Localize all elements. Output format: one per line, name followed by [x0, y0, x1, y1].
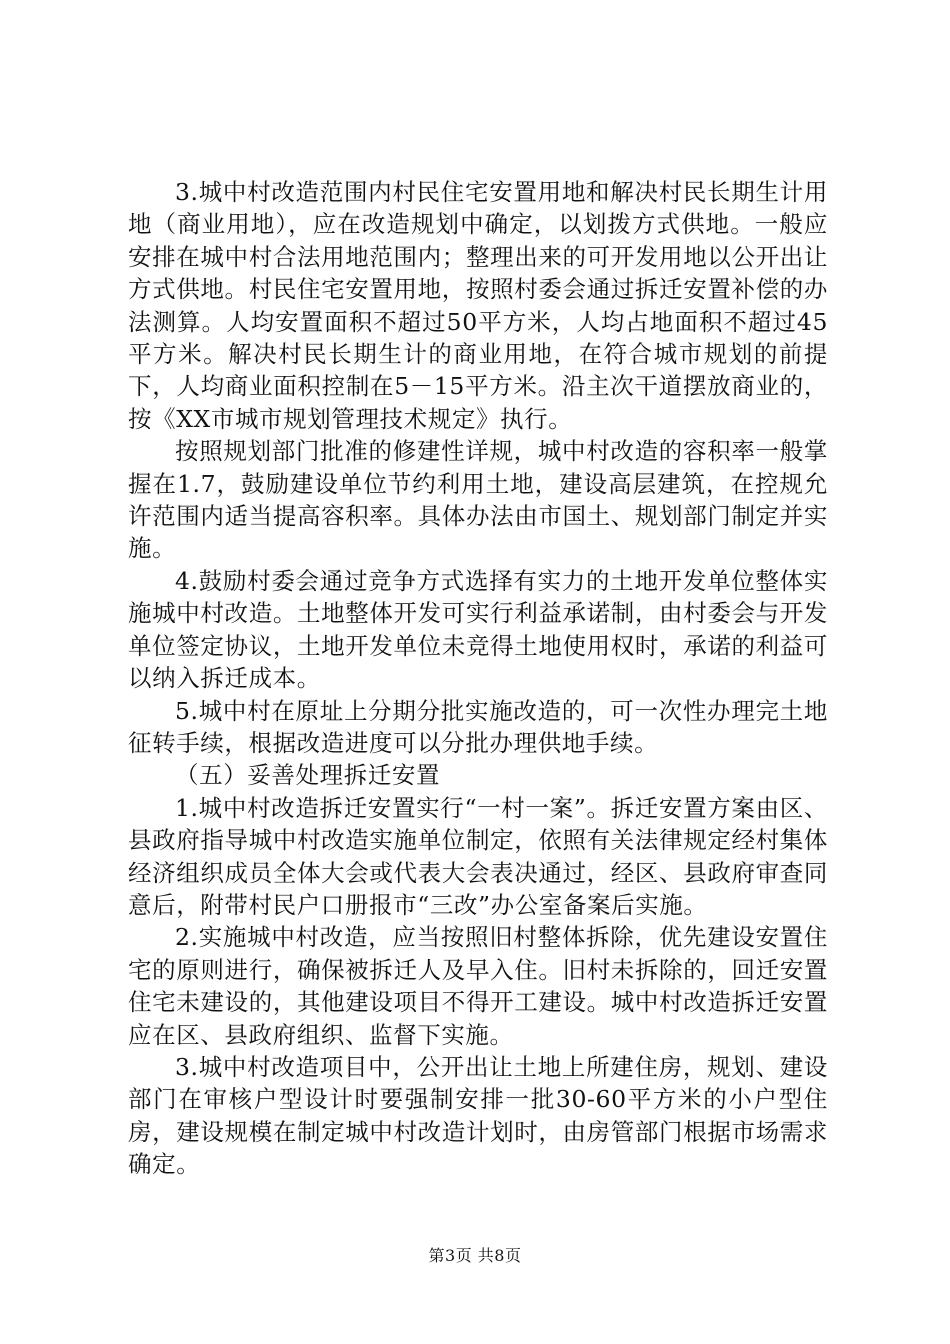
paragraph-land-use: 3.城中村改造范围内村民住宅安置用地和解决村民长期生计用地（商业用地），应在改造规划中确定，以划拨方式供地。一般应安排在城中村合法用地范围内；整理出来的可开发用地以公开出让方式供地。村民住宅安置用地，按照村委会通过拆迁安置补偿的办法测算。人均安置面积不超过50平方米，人均占地面积不超过45平方米。解决村民长期生计的商业用地，在符合城市规划的前提下，人均商业面积控制在5－15平方米。沿主次干道摆放商业的，按《XX市城市规划管理技术规定》执行。 — [128, 178, 828, 433]
document-body — [128, 176, 828, 1181]
paragraph-small-unit-housing: 3.城中村改造项目中，公开出让土地上所建住房，规划、建设部门在审核户型设计时要强制安排一批30-60平方米的小户型住房，建设规模在制定城中村改造计划时，由房管部门根据市场需求确定。 — [128, 1052, 828, 1179]
paragraph-phased-transformation: 5.城中村在原址上分期分批实施改造的，可一次性办理完土地征转手续，根据改造进度可以分批办理供地手续。 — [128, 696, 828, 757]
paragraph-developer-selection: 4.鼓励村委会通过竞争方式选择有实力的土地开发单位整体实施城中村改造。土地整体开发可实行利益承诺制，由村委会与开发单位签定协议，土地开发单位未竞得土地使用权时，承诺的利益可以纳入拆迁成本。 — [128, 566, 828, 693]
paragraph-plot-ratio: 按照规划部门批准的修建性详规，城中村改造的容积率一般掌握在1.7，鼓励建设单位节约利用土地，建设高层建筑，在控规允许范围内适当提高容积率。具体办法由市国土、规划部门制定并实施。 — [128, 437, 828, 563]
paragraph-demolition-principle: 2.实施城中村改造，应当按照旧村整体拆除，优先建设安置住宅的原则进行，确保被拆迁人及早入住。旧村未拆除的，回迁安置住宅未建设的，其他建设项目不得开工建设。城中村改造拆迁安置应在区、县政府组织、监督下实施。 — [128, 923, 828, 1049]
section-heading-resettlement: （五）妥善处理拆迁安置 — [175, 761, 441, 790]
paragraph-one-village-one-plan: 1.城中村改造拆迁安置实行“一村一案”。拆迁安置方案由区、县政府指导城中村改造实施单位制定，依照有关法律规定经村集体经济组织成员全体大会或代表大会表决通过，经区、县政府审查同意后，附带村民户口册报市“三改”办公室备案后实施。 — [128, 793, 828, 919]
page-number-footer: 第3页 共8页 — [428, 1246, 522, 1265]
